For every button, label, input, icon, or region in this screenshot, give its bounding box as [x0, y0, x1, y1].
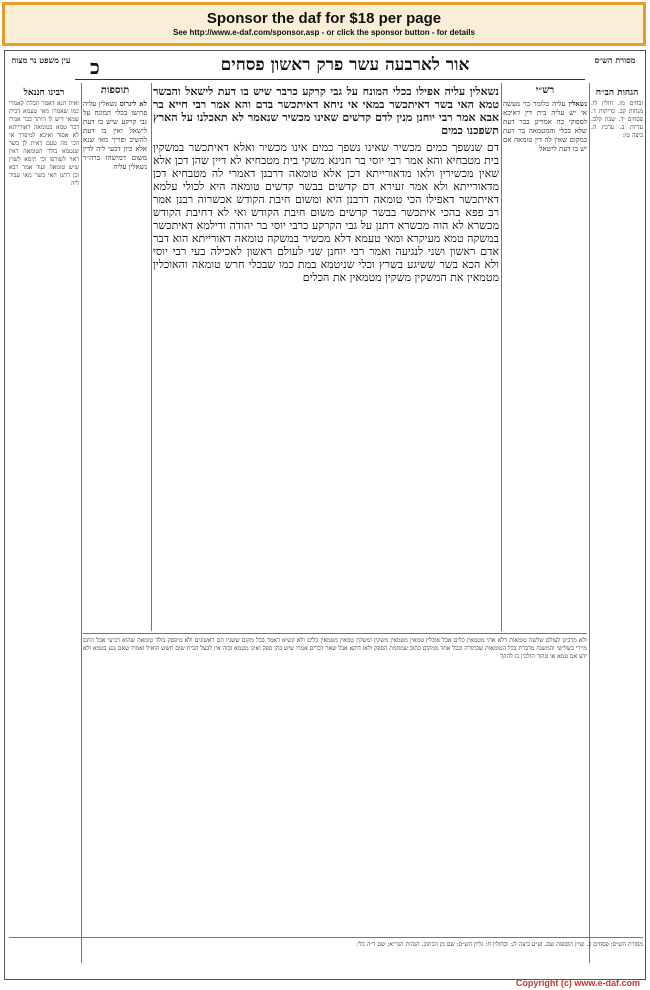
- rabbeinu-chananel-text: ואית תנא דאמר תכלת קאמרי כמו שאמרו מאי טעמא דבית שמאי דיש לו היתר כבר אמרו דבר טמא בטומאה דאורייתא לא אסור ואיכא למיפרך אי הכי מה טעם דאית לן בשר שנטמא בולד הטומאה דאין ראוי לשורפו וכי תימא לשוין שיש טומאה ועוד אמר רבא וכן דתנן האי בשר מאי עביד ליה: [9, 100, 79, 187]
- copyright-notice[interactable]: Copyright (c) www.e-daf.com: [515, 978, 640, 988]
- rashi-title: רש״י: [535, 85, 555, 96]
- hagahot-title: הגהות הב״ח: [595, 88, 639, 98]
- tosafot-text: נשאלין עליה פרושו בכלי המונח על גבי קרקע שיש בו דעת לישאל ואין בו דעת להשיב ופריך מאי שנא אלא כיון דבעי ליה לדין משום דמישהו ברה״ר נשאלין עליה: [83, 100, 147, 171]
- talmud-page: [4, 50, 646, 980]
- sponsor-subtitle[interactable]: See http://www.e-daf.com/sponsor.asp - or click the sponsor button - for details: [173, 28, 475, 37]
- footnote-divider: [9, 937, 643, 938]
- tosafot-title: תוספות: [100, 85, 130, 96]
- header-divider: [75, 79, 585, 80]
- sponsor-banner[interactable]: [2, 2, 646, 46]
- page-title: אור לארבעה עשר פרק ראשון פסחים: [220, 55, 470, 75]
- sponsor-title[interactable]: Sponsor the daf for $18 per page: [206, 10, 442, 27]
- left-margin-column: [9, 85, 79, 965]
- footnote-text: מסורת הש״ס: פסחים כ. ועיין תוספות שם. וע״ע ביצה לג: ובחולין ח: גליון הש״ס: שם מן הכתוב. הגהות הגר״א: שם ד״ה כלי.: [355, 941, 643, 948]
- rashi-dibur-hamatchil: נשאלין: [568, 99, 587, 108]
- bottom-commentary-text: ולא מרבינן לעולם שלשה טומאות דלא אתי מטמאין כלים אבל אוכלין טמאין מטמאין משקין ומשקין טמאין מטמאין כלים ולא קשיא דאמר בכל מקום ששניו הם ראשונים ולא מיפסק בולד טומאה שהוא רביעי אבל התם מיירי בשלישי והמשנה מדברת בכל הטומאות שבתורה ובכל אחד ממקום כתוב שמחמת הספק ולאו דוקא אבל שאר דברים אמרו שיש בהן ספק ואינו מטמא ובזה אין לבעל הבית שום חשש הואיל ואמרו שאם נגע בטמא ולא ידע אם טמא או טהור הולכין בו להקל: [83, 637, 587, 660]
- footnote: [9, 941, 643, 975]
- rashi-column: [503, 85, 587, 645]
- page-number: כ: [90, 55, 100, 79]
- rabbeinu-chananel-title: רבינו חננאל: [23, 88, 65, 98]
- tosafot-column: [83, 85, 147, 485]
- tosafot-dibur-hamatchil: לא ליגרוס: [119, 99, 147, 108]
- ein-mishpat-label: עין משפט נר מצוה: [11, 55, 71, 65]
- gemara-opening: נשאלין עליה אפילו בכלי המונח על גבי קרקע כרבר שיש בו דעת לישאל והבשר טמא האי בשר דאיתכשר במאי אי ניחא דאיתכשר בדם והא אמר רבי חייא בר אבא אמר רבי יוחנן מנין לדם קדשים שאינו מכשיר שנאמר לא תאכלנו על הארץ תשפכנו כמים: [153, 85, 499, 137]
- column-divider: [501, 83, 502, 631]
- gemara-column: [153, 85, 499, 625]
- column-divider: [589, 83, 590, 963]
- bottom-commentary: [83, 637, 587, 937]
- column-divider: [81, 83, 82, 963]
- gemara-text: דם שנשפך כמים מכשיר שאינו נשפך כמים אינו מכשיר ואלא דאיתכשר במשקין בית מטבחיא והא אמר רבי יוסי בר חנינא משקי בית מטבחיא לא דיין שהן דכן אלא שאין מכשירין ולאו מדאורייתא דכן אלא טומאה דרבנן דאמרי לה מטבחיא דכן מדאורייתא ולא אמר זעירא דם קדשים בבשר קדשים טומאה היא לכולי עלמא דאיתכשר דאפילו הכי טומאה דרבנן היא ומשום חיבת הקודש אכשרוה רבנן אמר רב פפא בהכי איתכשר בבשר קדשים משום חיבת הקודש ואי לא דחיבת הקודש מכשרא לא הוה מכשרא דתנן על גבי הקרקע כרבי יוסי בר יהודה ודילמא דאיתכשר במשקה טמא מעיקרא ומאי טעמא דלא מכשיר במשקה טומאה דאורייתא הוא דבר אדם ראשון ושני לנגיעה ואמר רבי יוחנן שני לעולם ראשון לאכילה בעי רבי יוסי ולא הכא בשר ששיגע בשרץ וכלי שניטמא במת כמו שבכלי חרש טומאה והאוכלין מטמאין את המשקין משקין מטמאין את הכלים: [153, 141, 499, 284]
- column-divider: [151, 83, 152, 631]
- hagahot-text: זבחים מו. חולין לו. מנחות קב. כריתות ד. פסחים יד. שבת קלב. עדיות ב. ערכין ה. ביצה טו:: [591, 100, 643, 139]
- masoret-hashas-label: מסורת הש״ס: [594, 55, 636, 65]
- rashi-text: עליה כלומר בר מעשה אי יש עליה בית דין דאיכא לספוקי בה אמרינן בבר דעת שלא בכלי והמטמאה בר דעת במקום שאין לה דין טומאה אם יש בו דעת לישאל: [503, 100, 587, 153]
- right-margin-column: [591, 85, 643, 965]
